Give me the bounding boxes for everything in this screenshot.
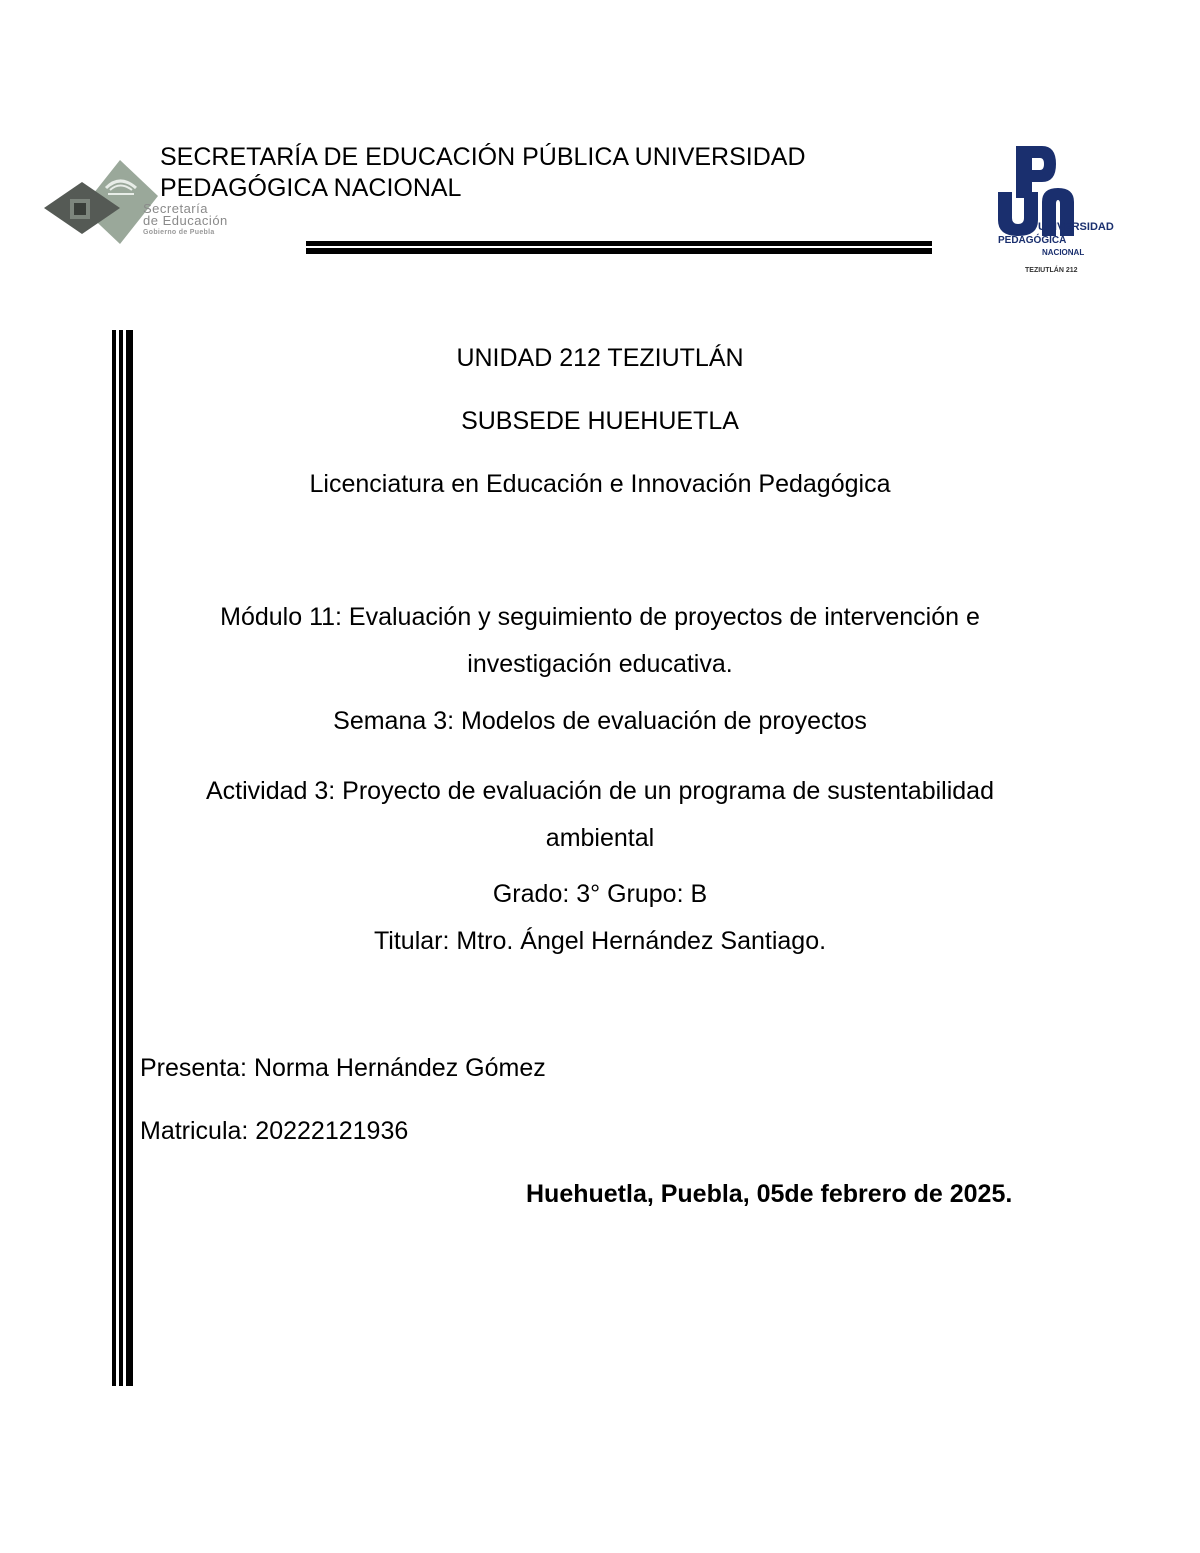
titular-text: Titular: Mtro. Ángel Hernández Santiago. (373, 927, 827, 955)
header-rule-thin (306, 241, 932, 246)
sep-logo-line2: de Educación (143, 213, 228, 228)
left-border-bar (112, 330, 116, 1386)
semana-text: Semana 3: Modelos de evaluación de proyectos (333, 707, 867, 735)
subsede-text: SUBSEDE HUEHUETLA (461, 407, 739, 435)
left-border-bar (126, 330, 133, 1386)
place-date-text: Huehuetla, Puebla, 05de febrero de 2025. (526, 1180, 1013, 1208)
unidad-text: UNIDAD 212 TEZIUTLÁN (456, 344, 744, 372)
sep-logo-line1: Secretaría (143, 201, 208, 216)
presenta-text: Presenta: Norma Hernández Gómez (140, 1054, 546, 1082)
grado-grupo-text: Grado: 3° Grupo: B (492, 880, 708, 908)
modulo-text: Módulo 11: Evaluación y seguimiento de proyectos de intervención e investigación educativa. (220, 603, 980, 678)
upn-logo-line1: UNIVERSIDAD (1038, 221, 1114, 233)
header-rule-thick (306, 248, 932, 254)
licenciatura-text: Licenciatura en Educación e Innovación Pedagógica (309, 470, 891, 498)
upn-logo-line4: TEZIUTLÁN 212 (1025, 267, 1078, 274)
upn-logo-line3: NACIONAL (1042, 248, 1085, 257)
upn-logo-line2: PEDAGÓGICA (998, 235, 1067, 246)
left-border-bar (119, 330, 123, 1386)
upn-logo (992, 140, 1132, 280)
matricula-text: Matricula: 20222121936 (140, 1117, 409, 1145)
sep-logo-line3: Gobierno de Puebla (143, 229, 215, 236)
actividad-text: Actividad 3: Proyecto de evaluación de un programa de sustentabilidad ambiental (205, 777, 994, 852)
header-title: SECRETARÍA DE EDUCACIÓN PÚBLICA UNIVERSIDAD PEDAGÓGICA NACIONAL (160, 143, 806, 202)
